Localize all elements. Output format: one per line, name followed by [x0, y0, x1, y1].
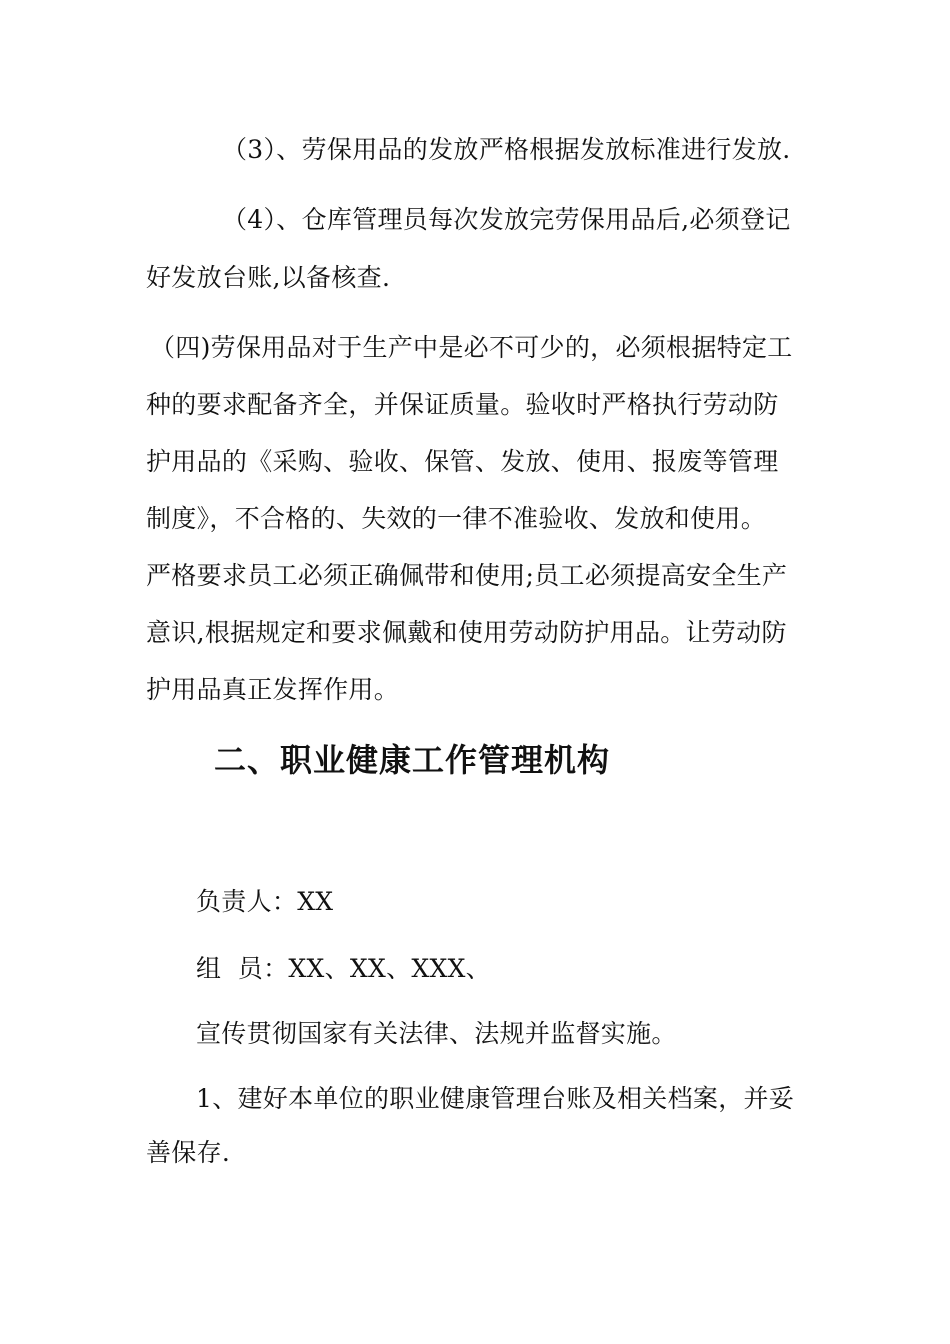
paragraph-four-line-6: 意识,根据规定和要求佩戴和使用劳动防护用品。让劳动防: [146, 618, 787, 647]
paragraph-item-4-line-2: 好发放台账,以备核查.: [146, 263, 391, 292]
item-1-line-2: 善保存.: [146, 1138, 231, 1167]
paragraph-item-3: （3）、劳保用品的发放严格根据发放标准进行发放.: [222, 135, 791, 164]
section-heading: 二、职业健康工作管理机构: [214, 741, 611, 779]
item-1-line-1: 1、建好本单位的职业健康管理台账及相关档案，并妥: [196, 1084, 795, 1113]
paragraph-four-line-1: （四)劳保用品对于生产中是必不可少的，必须根据特定工: [150, 333, 793, 362]
paragraph-four-line-3: 护用品的《采购、验收、保管、发放、使用、报废等管理: [146, 447, 779, 476]
paragraph-four-line-2: 种的要求配备齐全，并保证质量。验收时严格执行劳动防: [146, 390, 779, 419]
paragraph-four-line-4: 制度》，不合格的、失效的一律不准验收、发放和使用。: [146, 504, 767, 533]
paragraph-four-line-5: 严格要求员工必须正确佩带和使用;员工必须提高安全生产: [146, 561, 788, 590]
responsible-person: 负责人：XX: [196, 887, 334, 916]
paragraph-item-4-line-1: （4）、仓库管理员每次发放完劳保用品后,必须登记: [222, 205, 791, 234]
duty-statement: 宣传贯彻国家有关法律、法规并监督实施。: [196, 1019, 677, 1048]
team-members: 组 员：XX、XX、XXX、: [196, 954, 491, 983]
paragraph-four-line-7: 护用品真正发挥作用。: [146, 675, 400, 704]
